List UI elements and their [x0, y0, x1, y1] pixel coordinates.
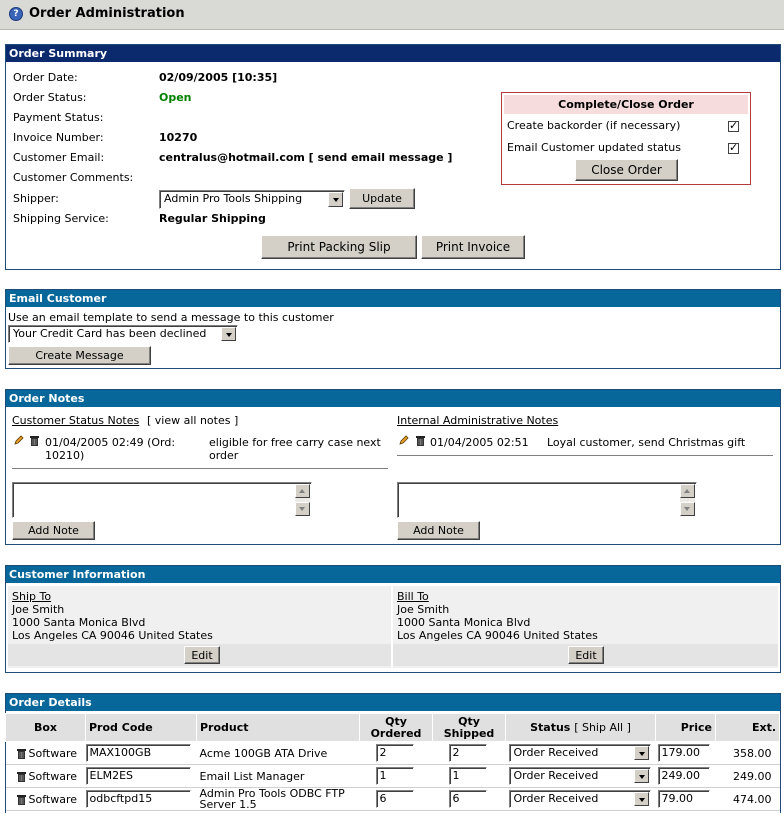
divider [397, 455, 773, 456]
email-customer-panel [5, 289, 781, 369]
scroll-down-icon[interactable] [680, 502, 695, 516]
price-cell [656, 742, 716, 765]
col-box: Box [6, 714, 86, 742]
scroll-up-icon[interactable] [295, 484, 310, 498]
price-cell [656, 765, 716, 788]
price-input[interactable]: 179.00 [658, 744, 710, 762]
col-price: Price [656, 714, 716, 742]
status-dropdown[interactable] [634, 746, 649, 760]
scrollbar[interactable] [680, 484, 695, 516]
price-input[interactable]: 79.00 [658, 790, 710, 808]
customer-info-header: Customer Information [6, 566, 780, 583]
internal-note-date: 01/04/2005 02:51 [430, 436, 529, 449]
col-qty-shipped-2: Shipped [443, 726, 495, 740]
delete-trash-icon[interactable] [416, 435, 425, 446]
bill-to-name: Joe Smith [397, 603, 450, 616]
prod-code-input[interactable]: MAX100GB [86, 744, 191, 762]
edit-bill-to-button[interactable]: Edit [568, 646, 604, 664]
prod-code-input[interactable]: ELM2ES [86, 767, 191, 785]
email-customer-header: Email Customer [6, 290, 780, 307]
customer-status-notes-link[interactable]: Customer Status Notes [12, 414, 140, 427]
ext-cell: 474.00 [716, 788, 780, 811]
price-input[interactable]: 249.00 [658, 767, 710, 785]
ship-all-link[interactable]: [ Ship All ] [574, 720, 631, 734]
internal-note-textarea[interactable] [397, 482, 697, 518]
box-cell [6, 765, 86, 788]
status-dropdown[interactable] [634, 769, 649, 783]
product-cell [197, 788, 360, 811]
email-status-checkbox[interactable] [728, 143, 739, 154]
order-details-header: Order Details [6, 694, 780, 711]
prod-code-cell [86, 788, 197, 811]
order-summary-panel [5, 44, 781, 270]
shipper-select-value: Admin Pro Tools Shipping [164, 192, 303, 205]
shipping-service-value: Regular Shipping [159, 212, 266, 225]
col-prod-code: Prod Code [86, 714, 197, 742]
qty-shipped-cell [433, 765, 506, 788]
bill-to-title: Bill To [397, 590, 429, 603]
status-value: Order Received [513, 792, 599, 805]
qty-ordered-input[interactable]: 6 [376, 790, 414, 808]
qty-shipped-input[interactable]: 1 [449, 767, 487, 785]
backorder-checkbox[interactable] [728, 121, 739, 132]
ext-cell: 358.00 [716, 742, 780, 765]
qty-ordered-cell [360, 765, 433, 788]
box-cell [6, 788, 86, 811]
print-packing-slip-button[interactable]: Print Packing Slip [261, 235, 417, 259]
product-name: Email List Manager [199, 769, 305, 783]
bill-to-street: 1000 Santa Monica Blvd [397, 616, 531, 629]
close-order-button[interactable]: Close Order [575, 159, 678, 181]
status-cell [506, 742, 656, 765]
bill-to-city: Los Angeles CA 90046 United States [397, 629, 598, 642]
qty-shipped-input[interactable]: 2 [449, 744, 487, 762]
order-details-table [5, 713, 780, 811]
shipper-select[interactable] [159, 190, 345, 209]
order-date-label: Order Date: [13, 71, 78, 84]
close-order-box [501, 92, 751, 185]
col-qty-ordered-2: Ordered [370, 726, 422, 740]
scrollbar[interactable] [295, 484, 310, 516]
qty-ordered-input[interactable]: 2 [376, 744, 414, 762]
scroll-down-icon[interactable] [295, 502, 310, 516]
table-row [6, 742, 780, 765]
box-value: Software [28, 769, 77, 783]
table-row [6, 765, 780, 788]
col-qty-shipped-1: Qty [458, 714, 480, 728]
product-name-2: Server 1.5 [199, 798, 257, 811]
qty-ordered-input[interactable]: 1 [376, 767, 414, 785]
order-status-label: Order Status: [13, 91, 87, 104]
table-header-row [6, 714, 780, 742]
prod-code-cell [86, 765, 197, 788]
bill-to-button-row [393, 644, 778, 666]
edit-pencil-icon[interactable] [14, 435, 24, 445]
close-order-title: Complete/Close Order [504, 95, 748, 114]
shipping-service-label: Shipping Service: [13, 212, 109, 225]
backorder-label: Create backorder (if necessary) [507, 119, 681, 132]
invoice-label: Invoice Number: [13, 131, 104, 144]
edit-ship-to-button[interactable]: Edit [184, 646, 220, 664]
qty-ordered-cell [360, 788, 433, 811]
email-instruction: Use an email template to send a message to this customer [8, 311, 334, 324]
payment-status-label: Payment Status: [13, 111, 104, 124]
delete-trash-icon[interactable] [30, 435, 39, 446]
title-bar [0, 0, 784, 30]
invoice-value: 10270 [159, 131, 198, 144]
customer-note-text-2: order [209, 449, 239, 462]
bill-to-box [393, 586, 778, 668]
qty-shipped-input[interactable]: 6 [449, 790, 487, 808]
scroll-up-icon[interactable] [680, 484, 695, 498]
table-row [6, 788, 780, 811]
delete-trash-icon[interactable] [17, 771, 26, 782]
ship-to-city: Los Angeles CA 90046 United States [12, 629, 213, 642]
customer-note-date: 01/04/2005 02:49 (Ord: [45, 436, 176, 449]
create-message-button[interactable]: Create Message [8, 346, 151, 365]
order-notes-header: Order Notes [6, 390, 780, 407]
email-status-label: Email Customer updated status [507, 141, 681, 154]
edit-pencil-icon[interactable] [399, 435, 409, 445]
customer-note-textarea[interactable] [12, 482, 312, 518]
customer-note-ord: 10210) [45, 449, 85, 462]
product-cell [197, 765, 360, 788]
email-template-select[interactable] [8, 325, 238, 343]
ship-to-name: Joe Smith [12, 603, 65, 616]
view-all-notes-link[interactable]: [ view all notes ] [147, 414, 239, 427]
customer-email-link[interactable]: centralus@hotmail.com [ send email message ] [159, 151, 453, 164]
ext-cell: 249.00 [716, 765, 780, 788]
order-notes-panel [5, 389, 781, 545]
internal-note-text: Loyal customer, send Christmas gift [547, 436, 746, 449]
box-cell [6, 742, 86, 765]
status-value: Order Received [513, 769, 599, 782]
shipper-label: Shipper: [13, 192, 59, 205]
chevron-down-icon[interactable] [221, 327, 236, 341]
order-date-value: 02/09/2005 [10:35] [159, 71, 278, 84]
qty-shipped-cell [433, 788, 506, 811]
delete-trash-icon[interactable] [17, 748, 26, 759]
ship-to-title: Ship To [12, 590, 52, 603]
chevron-down-icon[interactable] [634, 746, 649, 760]
update-shipper-button[interactable]: Update [349, 188, 415, 209]
status-select[interactable] [509, 767, 651, 785]
col-product: Product [197, 714, 360, 742]
add-internal-note-button[interactable]: Add Note [397, 521, 480, 540]
ship-to-street: 1000 Santa Monica Blvd [12, 616, 146, 629]
prod-code-input[interactable]: odbcftpd15 [86, 790, 191, 808]
email-label: Customer Email: [13, 151, 105, 164]
box-value: Software [28, 746, 77, 760]
delete-trash-icon[interactable] [17, 794, 26, 805]
prod-code-cell [86, 742, 197, 765]
status-cell [506, 788, 656, 811]
col-ext: Ext. [716, 714, 780, 742]
customer-info-panel [5, 565, 781, 673]
col-qty-ordered [360, 714, 433, 742]
page-title: Order Administration [29, 6, 185, 21]
customer-note-text: eligible for free carry case next [209, 436, 381, 449]
comments-label: Customer Comments: [13, 171, 134, 184]
chevron-down-icon[interactable] [634, 769, 649, 783]
email-template-value: Your Credit Card has been declined [13, 327, 207, 340]
col-qty-ordered-1: Qty [385, 714, 407, 728]
col-status [506, 714, 656, 742]
divider [12, 468, 388, 469]
ship-to-button-row [8, 644, 391, 666]
box-value: Software [28, 792, 77, 806]
price-cell [656, 788, 716, 811]
col-status-label: Status [530, 720, 571, 734]
product-name: Admin Pro Tools ODBC FTP [199, 787, 345, 800]
qty-ordered-cell [360, 742, 433, 765]
status-select[interactable] [509, 790, 651, 808]
qty-shipped-cell [433, 742, 506, 765]
chevron-down-icon[interactable] [328, 192, 343, 207]
internal-notes-link[interactable]: Internal Administrative Notes [397, 414, 559, 427]
ship-to-box [8, 586, 391, 668]
help-icon[interactable]: ? [9, 7, 23, 21]
product-name: Acme 100GB ATA Drive [199, 746, 328, 760]
status-cell [506, 765, 656, 788]
add-customer-note-button[interactable]: Add Note [12, 521, 95, 540]
order-summary-header: Order Summary [6, 45, 780, 62]
print-invoice-button[interactable]: Print Invoice [421, 235, 525, 259]
order-status-value: Open [159, 91, 192, 104]
status-value: Order Received [513, 746, 599, 759]
product-cell [197, 742, 360, 765]
status-select[interactable] [509, 744, 651, 762]
col-qty-shipped [433, 714, 506, 742]
